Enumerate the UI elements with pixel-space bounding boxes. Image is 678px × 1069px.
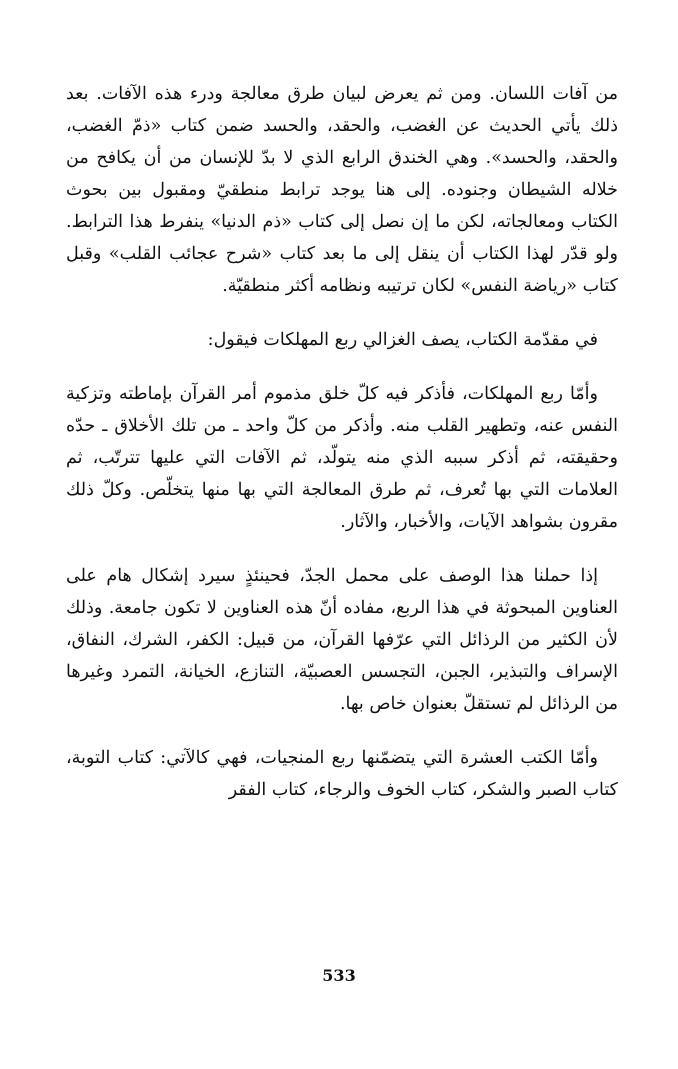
- paragraph-5: وأمّا الكتب العشرة التي يتضمّنها ربع المنجيات، فهي كالآتي: كتاب التوبة، كتاب الصبر والشكر، كتاب الخوف والرجاء، كتاب الفقر: [66, 748, 618, 800]
- paragraph-quote: وأمّا ربع المهلكات، فأذكر فيه كلّ خلق مذموم أمر القرآن بإماطته وتزكية النفس عنه، وتطهير القلب منه. وأذكر من كلّ واحد ـ من تلك الأخلاق ـ حدّه وحقيقته، ثم أذكر سببه الذي منه يتولّد، ثم الآفات التي عليها تترتّب، ثم العلامات التي بها تُعرف، ثم طرق المعالجة التي بها منها يتخلّص. وكلّ ذلك مقرون بشواهد الآيات، والأخبار، والآثار.: [66, 384, 618, 532]
- page-number: 533: [322, 966, 356, 985]
- page-body: [66, 78, 618, 806]
- paragraph-1: من آفات اللسان. ومن ثم يعرض لبيان طرق معالجة ودرء هذه الآفات. بعد ذلك يأتي الحديث عن الغضب، والحقد، والحسد ضمن كتاب «ذمّ الغضب، والحقد، والحسد». وهي الخندق الرابع الذي لا بدّ للإنسان من أن يكافح من خلاله الشيطان وجنوده. إلى هنا يوجد ترابط منطقيّ ومقبول بين بحوث الكتاب ومعالجاته، لكن ما إن نصل إلى كتاب «ذم الدنيا» ينفرط هذا الترابط. ولو قدّر لهذا الكتاب أن ينقل إلى ما بعد كتاب «شرح عجائب القلب» وقبل كتاب «رياضة النفس» لكان ترتيبه ونظامه أكثر منطقيّة.: [66, 84, 618, 296]
- paragraph-4: إذا حملنا هذا الوصف على محمل الجدّ، فحينئذٍ سيرد إشكال هام على العناوين المبحوثة في هذا الربع، مفاده أنّ هذه العناوين لا تكون جامعة. وذلك لأن الكثير من الرذائل التي عرّفها القرآن، من قبيل: الكفر، الشرك، النفاق، الإسراف والتبذير، الجبن، التجسس العصبيّة، التنازع، الخيانة، التمرد وغيرها من الرذائل لم تستقلّ بعنوان خاص بها.: [66, 566, 618, 714]
- paragraph-2: في مقدّمة الكتاب، يصف الغزالي ربع المهلكات فيقول:: [207, 330, 598, 350]
